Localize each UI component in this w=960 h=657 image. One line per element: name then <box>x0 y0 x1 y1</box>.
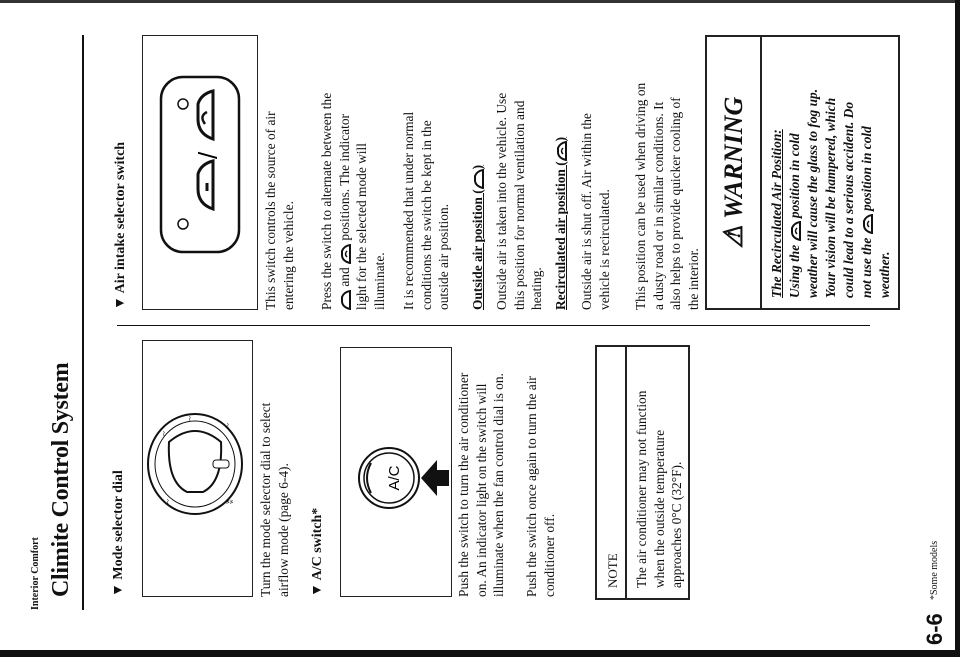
mode-dial-icon <box>143 341 252 596</box>
warning-subtitle: The Recirculated Air Position: <box>769 129 784 298</box>
scan-edge <box>955 0 960 657</box>
air-intake-figure <box>142 35 258 310</box>
text-line: position in cold <box>787 133 802 219</box>
text-line: Using the <box>787 244 802 298</box>
text-line: this position for normal ventilation and <box>511 100 527 310</box>
text-line: Turn the mode selector dial to select <box>258 402 273 597</box>
recirculated-air-icon <box>861 214 873 234</box>
intake-para-4 <box>493 40 546 310</box>
text-line: heating. <box>529 267 544 310</box>
text-line: Push the switch once again to turn the air <box>524 376 539 597</box>
heading-text: Outside air position <box>470 197 485 310</box>
warning-triangle-icon: ⚠ <box>719 225 748 249</box>
outside-air-heading: Outside air position () <box>470 164 485 310</box>
intake-para-5 <box>578 40 613 310</box>
ac-text-1 <box>455 327 508 597</box>
column-divider <box>117 325 870 326</box>
text-line: Outside air is shut off. Air within the <box>579 113 594 310</box>
text-line: the interior. <box>685 248 701 310</box>
intake-para-2 <box>318 40 388 310</box>
text-line: could lead to a serious accident. Do <box>841 101 856 298</box>
section-label: Interior Comfort <box>30 537 41 610</box>
outside-air-icon <box>472 169 484 189</box>
text-line: light for the selected mode will <box>354 143 369 310</box>
text-line: airflow mode (page 6-4). <box>275 463 291 597</box>
mode-selector-text <box>257 327 292 597</box>
text-line: vehicle is recirculated. <box>596 189 612 310</box>
text-line: position in cold <box>859 126 874 211</box>
recirculated-air-icon <box>339 244 351 264</box>
text-line: conditioner off. <box>541 513 557 597</box>
footnote: *Some models <box>929 540 940 600</box>
text-line: approaches 0°C (32°F). <box>669 461 684 588</box>
note-box <box>595 345 690 600</box>
slash: / <box>193 151 223 159</box>
intake-para-1 <box>262 40 297 310</box>
note-title: NOTE <box>597 347 627 598</box>
ac-text-2 <box>523 327 558 597</box>
text-line: on. An indicator light on the switch will <box>473 383 489 597</box>
text-line: This switch controls the source of air <box>263 111 278 310</box>
heading-text: Recirculated air position <box>553 169 568 310</box>
svg-text:ʬ: ʬ <box>225 499 235 504</box>
text-line: positions. The indicator <box>336 114 352 241</box>
text-line: Press the switch to alternate between the <box>319 92 334 310</box>
recirculated-air-icon <box>789 221 801 241</box>
intake-para-3 <box>400 40 453 310</box>
scan-edge <box>0 0 960 3</box>
scan-edge <box>0 650 960 657</box>
text-line: a dusty road or in similar conditions. It <box>650 101 666 310</box>
svg-text:~: ~ <box>185 416 195 421</box>
warning-title: WARNING <box>719 96 748 219</box>
text-line: Outside air is taken into the vehicle. Use <box>494 92 509 310</box>
text-line: illuminate when the fan control dial is on. <box>491 373 506 597</box>
text-line: The air conditioner may not function <box>634 390 649 588</box>
warning-box <box>705 35 900 310</box>
recirculated-air-icon <box>555 141 567 161</box>
text-line: when the outside temperature <box>651 429 667 588</box>
svg-text:~: ~ <box>163 499 173 504</box>
text-line: conditions the switch be kept in the <box>418 120 434 310</box>
text-line: not use the <box>859 237 874 298</box>
air-intake-heading: ▼ Air intake selector switch <box>113 141 128 310</box>
svg-text:~: ~ <box>223 423 233 428</box>
outside-air-icon <box>339 290 351 310</box>
svg-text:~: ~ <box>159 431 169 436</box>
recirculated-air-heading: Recirculated air position () <box>553 136 568 310</box>
ac-label: A/C <box>386 465 403 491</box>
text-line: illuminate. <box>371 252 387 310</box>
mode-selector-heading: ▼ Mode selector dial <box>111 470 126 597</box>
text-line: It is recommended that under normal <box>401 111 416 310</box>
text-line: Your vision will be hampered, which <box>823 97 838 298</box>
text-line: outside air position. <box>436 203 451 310</box>
intake-para-6 <box>632 40 702 310</box>
text-and: and <box>336 267 352 287</box>
text-line: This position can be used when driving on <box>633 82 648 310</box>
text-line: entering the vehicle. <box>280 201 296 310</box>
ac-switch-icon <box>341 348 451 596</box>
text-line: weather will cause the glass to fog up. <box>805 88 820 298</box>
text-line: weather. <box>877 251 892 298</box>
ac-switch-figure <box>340 347 452 597</box>
ac-switch-heading: ▼ A/C switch* <box>310 507 325 597</box>
header-rule <box>82 35 84 610</box>
text-line: Push the switch to turn the air conditioner <box>456 372 471 597</box>
text-line: also helps to provide quicker cooling of <box>668 97 683 310</box>
page-number: 6-6 <box>922 613 947 645</box>
page-title: Climite Control System <box>48 362 74 597</box>
air-intake-switch-icon <box>143 36 257 309</box>
mode-dial-figure <box>142 340 253 597</box>
